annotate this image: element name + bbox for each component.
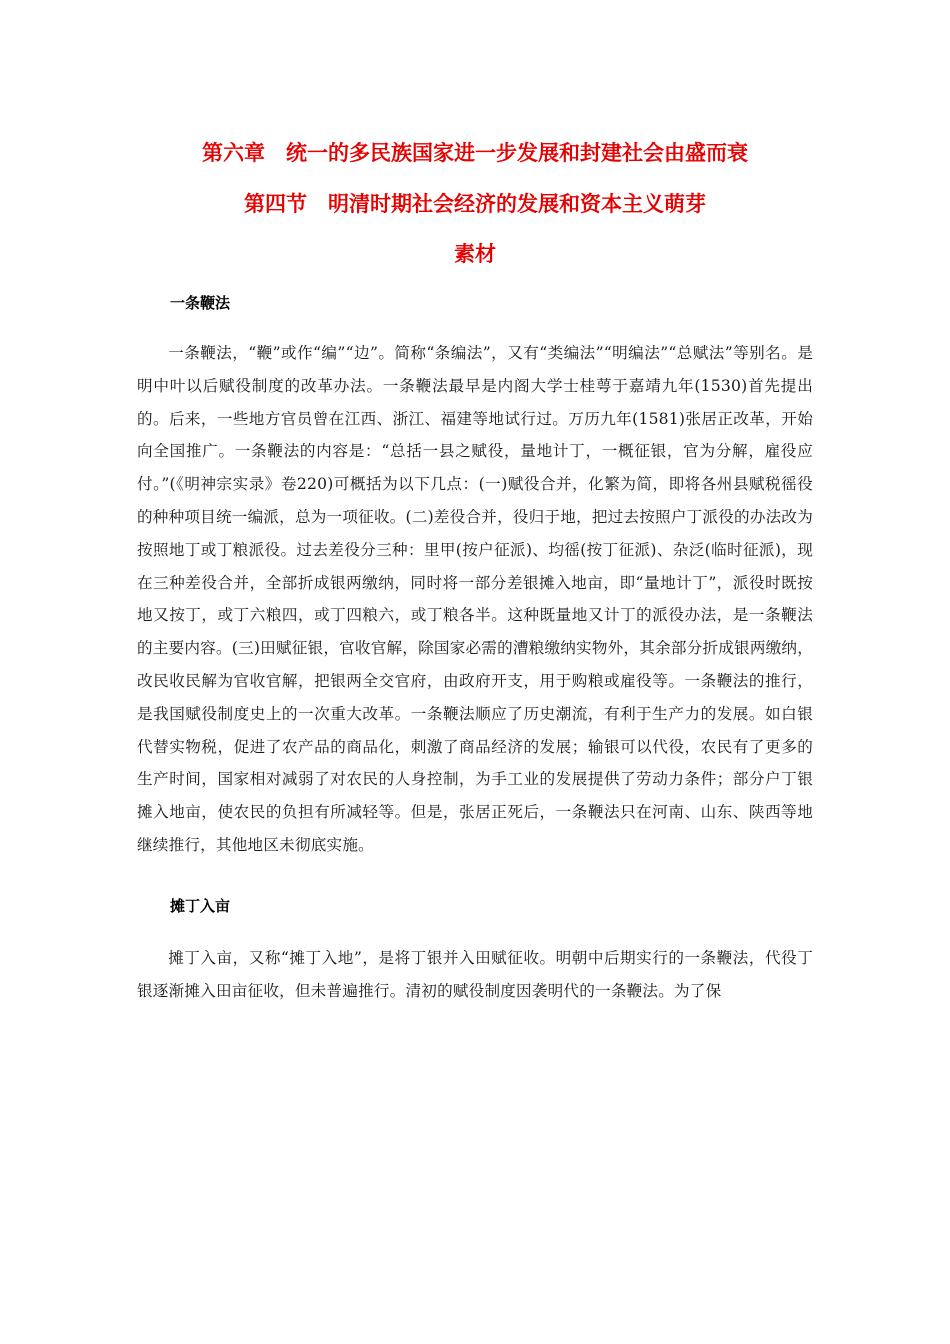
paragraph-yitiaobianfa: 一条鞭法，“鞭”或作“编”“边”。简称“条编法”，又有“类编法”“明编法”“总赋法”等别名。是明中叶以后赋役制度的改革办法。一条鞭法最早是内阁大学士桂萼于嘉靖九年(1530)首先提出的。后来，一些地方官员曾在江西、浙江、福建等地试行过。万历九年(1581)张居正改革，开始向全国推广。一条鞭法的内容是：“总括一县之赋役，量地计丁，一概征银，官为分解，雇役应付。”(《明神宗实录》卷220)可概括为以下几点：(一)赋役合并，化繁为简，即将各州县赋税徭役的种种项目统一编派，总为一项征收。(二)差役合并，役归于地，把过去按照户丁派役的办法改为按照地丁或丁粮派役。过去差役分三种：里甲(按户征派)、均徭(按丁征派)、杂泛(临时征派)，现在三种差役合并，全部折成银两缴纳，同时将一部分差银摊入地亩，即“量地计丁”，派役时既按地又按丁，或丁六粮四，或丁四粮六，或丁粮各半。这种既量地又计丁的派役办法，是一条鞭法的主要内容。(三)田赋征银，官收官解，除国家必需的漕粮缴纳实物外，其余部分折成银两缴纳，改民收民解为官收官解，把银两全交官府，由政府开支，用于购粮或雇役等。一条鞭法的推行，是我国赋役制度史上的一次重大改革。一条鞭法顺应了历史潮流，有利于生产力的发展。如白银代替实物税，促进了农产品的商品化，刺激了商品经济的发展；输银可以代役，农民有了更多的生产时间，国家相对减弱了对农民的人身控制，为手工业的发展提供了劳动力条件；部分户丁银摊入地亩，使农民的负担有所减轻等。但是，张居正死后，一条鞭法只在河南、山东、陕西等地继续推行，其他地区未彻底实施。 (137, 344, 813, 854)
section-heading-yitiaobianfa: 一条鞭法 (170, 294, 231, 312)
paragraph-tandingrumu: 摊丁入亩，又称“摊丁入地”，是将丁银并入田赋征收。明朝中后期实行的一条鞭法，代役丁银逐渐摊入田亩征收，但未普遍推行。清初的赋役制度因袭明代的一条鞭法。为了保 (137, 948, 813, 1000)
section-title: 第四节 明清时期社会经济的发展和资本主义萌芽 (244, 192, 706, 216)
chapter-title: 第六章 统一的多民族国家进一步发展和封建社会由盛而衰 (202, 141, 748, 165)
document-page (137, 138, 813, 1007)
material-title: 素材 (454, 242, 496, 266)
section-heading-tandingrumu: 摊丁入亩 (170, 896, 231, 915)
